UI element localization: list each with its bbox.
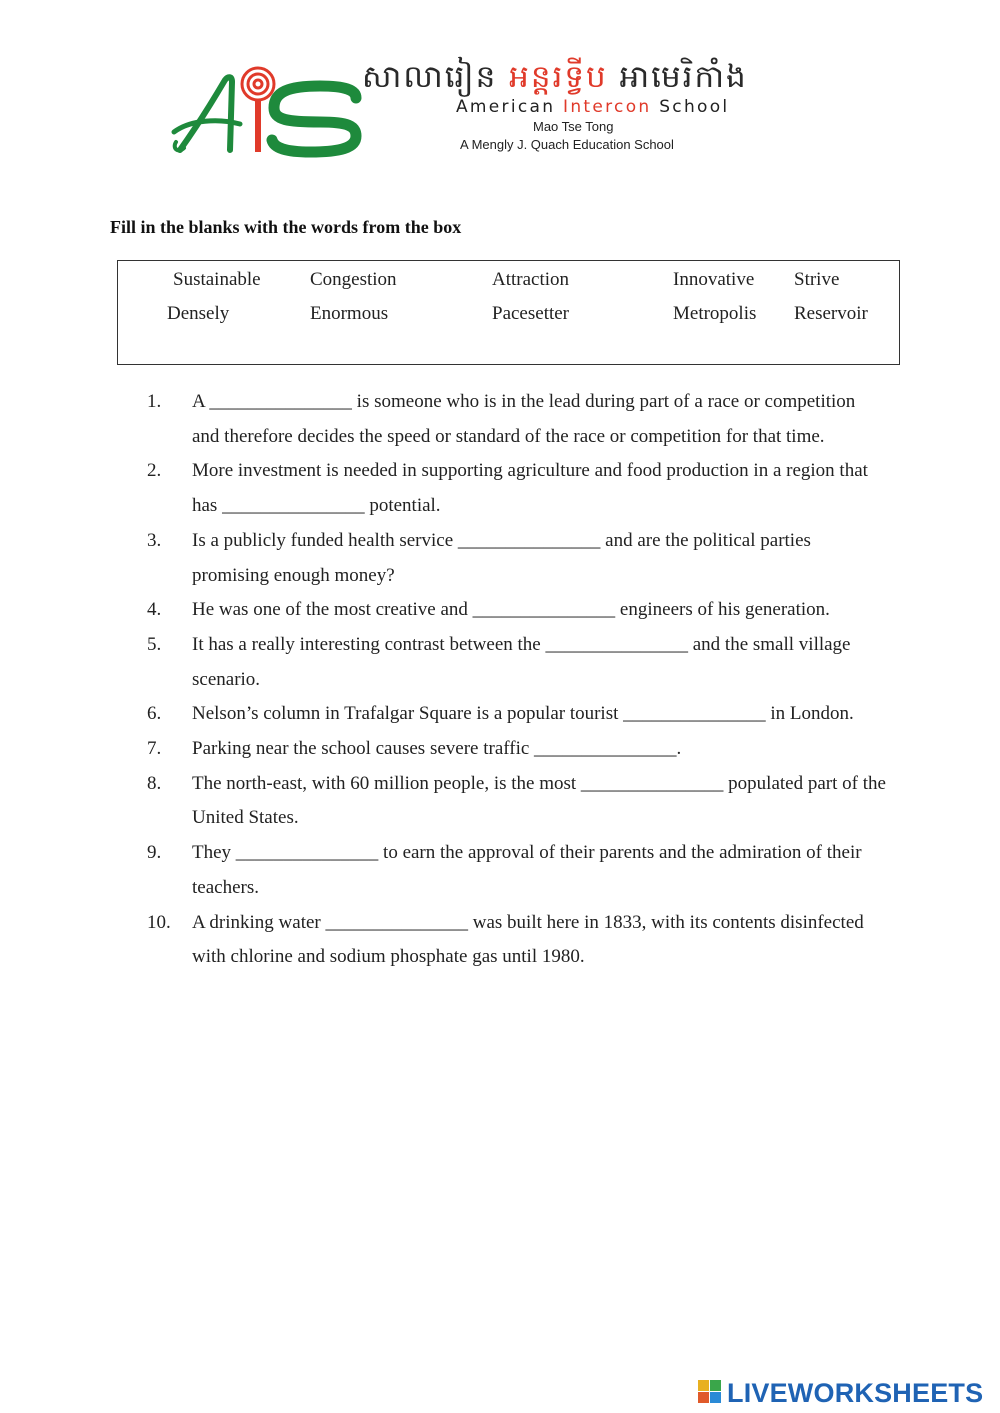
word-bank-box	[117, 260, 900, 365]
logo-square-blue	[710, 1392, 721, 1403]
question-number: 1.	[147, 391, 162, 412]
logo-square-green	[710, 1380, 721, 1391]
word-bank-item: Innovative	[673, 269, 755, 290]
question-number: 4.	[147, 599, 162, 621]
question-text-continued: teachers.	[192, 876, 259, 898]
question-text-continued: has _______________ potential.	[192, 495, 441, 517]
question-item	[0, 732, 952, 767]
question-item	[0, 906, 952, 975]
question-text-continued: and therefore decides the speed or standard of the race or competition for that time.	[192, 425, 825, 447]
question-number: 7.	[147, 738, 162, 760]
school-branch: Mao Tse Tong	[533, 119, 614, 134]
question-text: He was one of the most creative and _______________ engineers of his generation.	[192, 599, 830, 621]
question-item	[0, 836, 952, 905]
question-number: 10.	[147, 911, 171, 933]
question-text: Is a publicly funded health service _______________ and are the political parties	[192, 529, 811, 551]
word-bank-item: Attraction	[492, 269, 570, 290]
question-item	[0, 697, 952, 732]
question-text-continued: with chlorine and sodium phosphate gas until 1980.	[192, 946, 585, 968]
question-number: 3.	[147, 529, 162, 551]
question-number: 5.	[147, 633, 162, 655]
word-bank-item: Sustainable	[173, 269, 261, 290]
word-bank-item: Congestion	[310, 269, 397, 290]
question-number: 6.	[147, 703, 162, 725]
question-text-continued: United States.	[192, 807, 299, 829]
school-header	[0, 0, 1000, 180]
question-text: The north-east, with 60 million people, is the most _______________ populated part of the	[192, 772, 886, 794]
liveworksheets-brand: LIVEWORKSHEETS	[727, 1378, 984, 1408]
word-bank-item: Densely	[167, 303, 230, 324]
question-text-continued: promising enough money?	[192, 564, 395, 586]
question-item	[0, 628, 952, 697]
word-bank-item: Strive	[794, 269, 840, 290]
question-number: 2.	[147, 460, 162, 482]
question-item	[0, 593, 952, 628]
word-bank-item: Pacesetter	[492, 303, 570, 324]
school-name-english: American Intercon School	[456, 97, 730, 117]
question-item	[0, 385, 952, 454]
question-number: 8.	[147, 772, 162, 794]
question-text: It has a really interesting contrast between the _______________ and the small village	[192, 633, 851, 655]
school-logo	[170, 62, 365, 160]
question-item	[0, 524, 952, 593]
logo-square-yellow	[698, 1380, 709, 1391]
question-text: Parking near the school causes severe traffic _______________.	[192, 738, 682, 760]
word-bank-item: Reservoir	[794, 303, 868, 324]
school-tagline: A Mengly J. Quach Education School	[460, 137, 674, 152]
word-bank-item: Enormous	[310, 303, 389, 324]
question-item	[0, 767, 952, 836]
question-text-continued: scenario.	[192, 668, 261, 690]
question-number: 9.	[147, 842, 162, 864]
question-item	[0, 454, 952, 523]
question-text: A drinking water _______________ was built here in 1833, with its contents disinfected	[192, 911, 864, 933]
question-text: They _______________ to earn the approval of their parents and the admiration of their	[192, 842, 862, 864]
question-list	[0, 385, 1000, 975]
question-text: More investment is needed in supporting agriculture and food production in a region that	[192, 460, 868, 482]
logo-square-orange	[698, 1392, 709, 1403]
word-bank-item: Metropolis	[673, 303, 757, 324]
instruction-heading: Fill in the blanks with the words from the box	[110, 217, 462, 237]
question-text: A _______________ is someone who is in the lead during part of a race or competition	[192, 391, 856, 412]
school-name-khmer: សាលារៀន អន្តរទ្វីប អាមេរិកាំង	[362, 59, 748, 95]
question-text: Nelson’s column in Trafalgar Square is a popular tourist _______________ in London.	[192, 703, 854, 725]
